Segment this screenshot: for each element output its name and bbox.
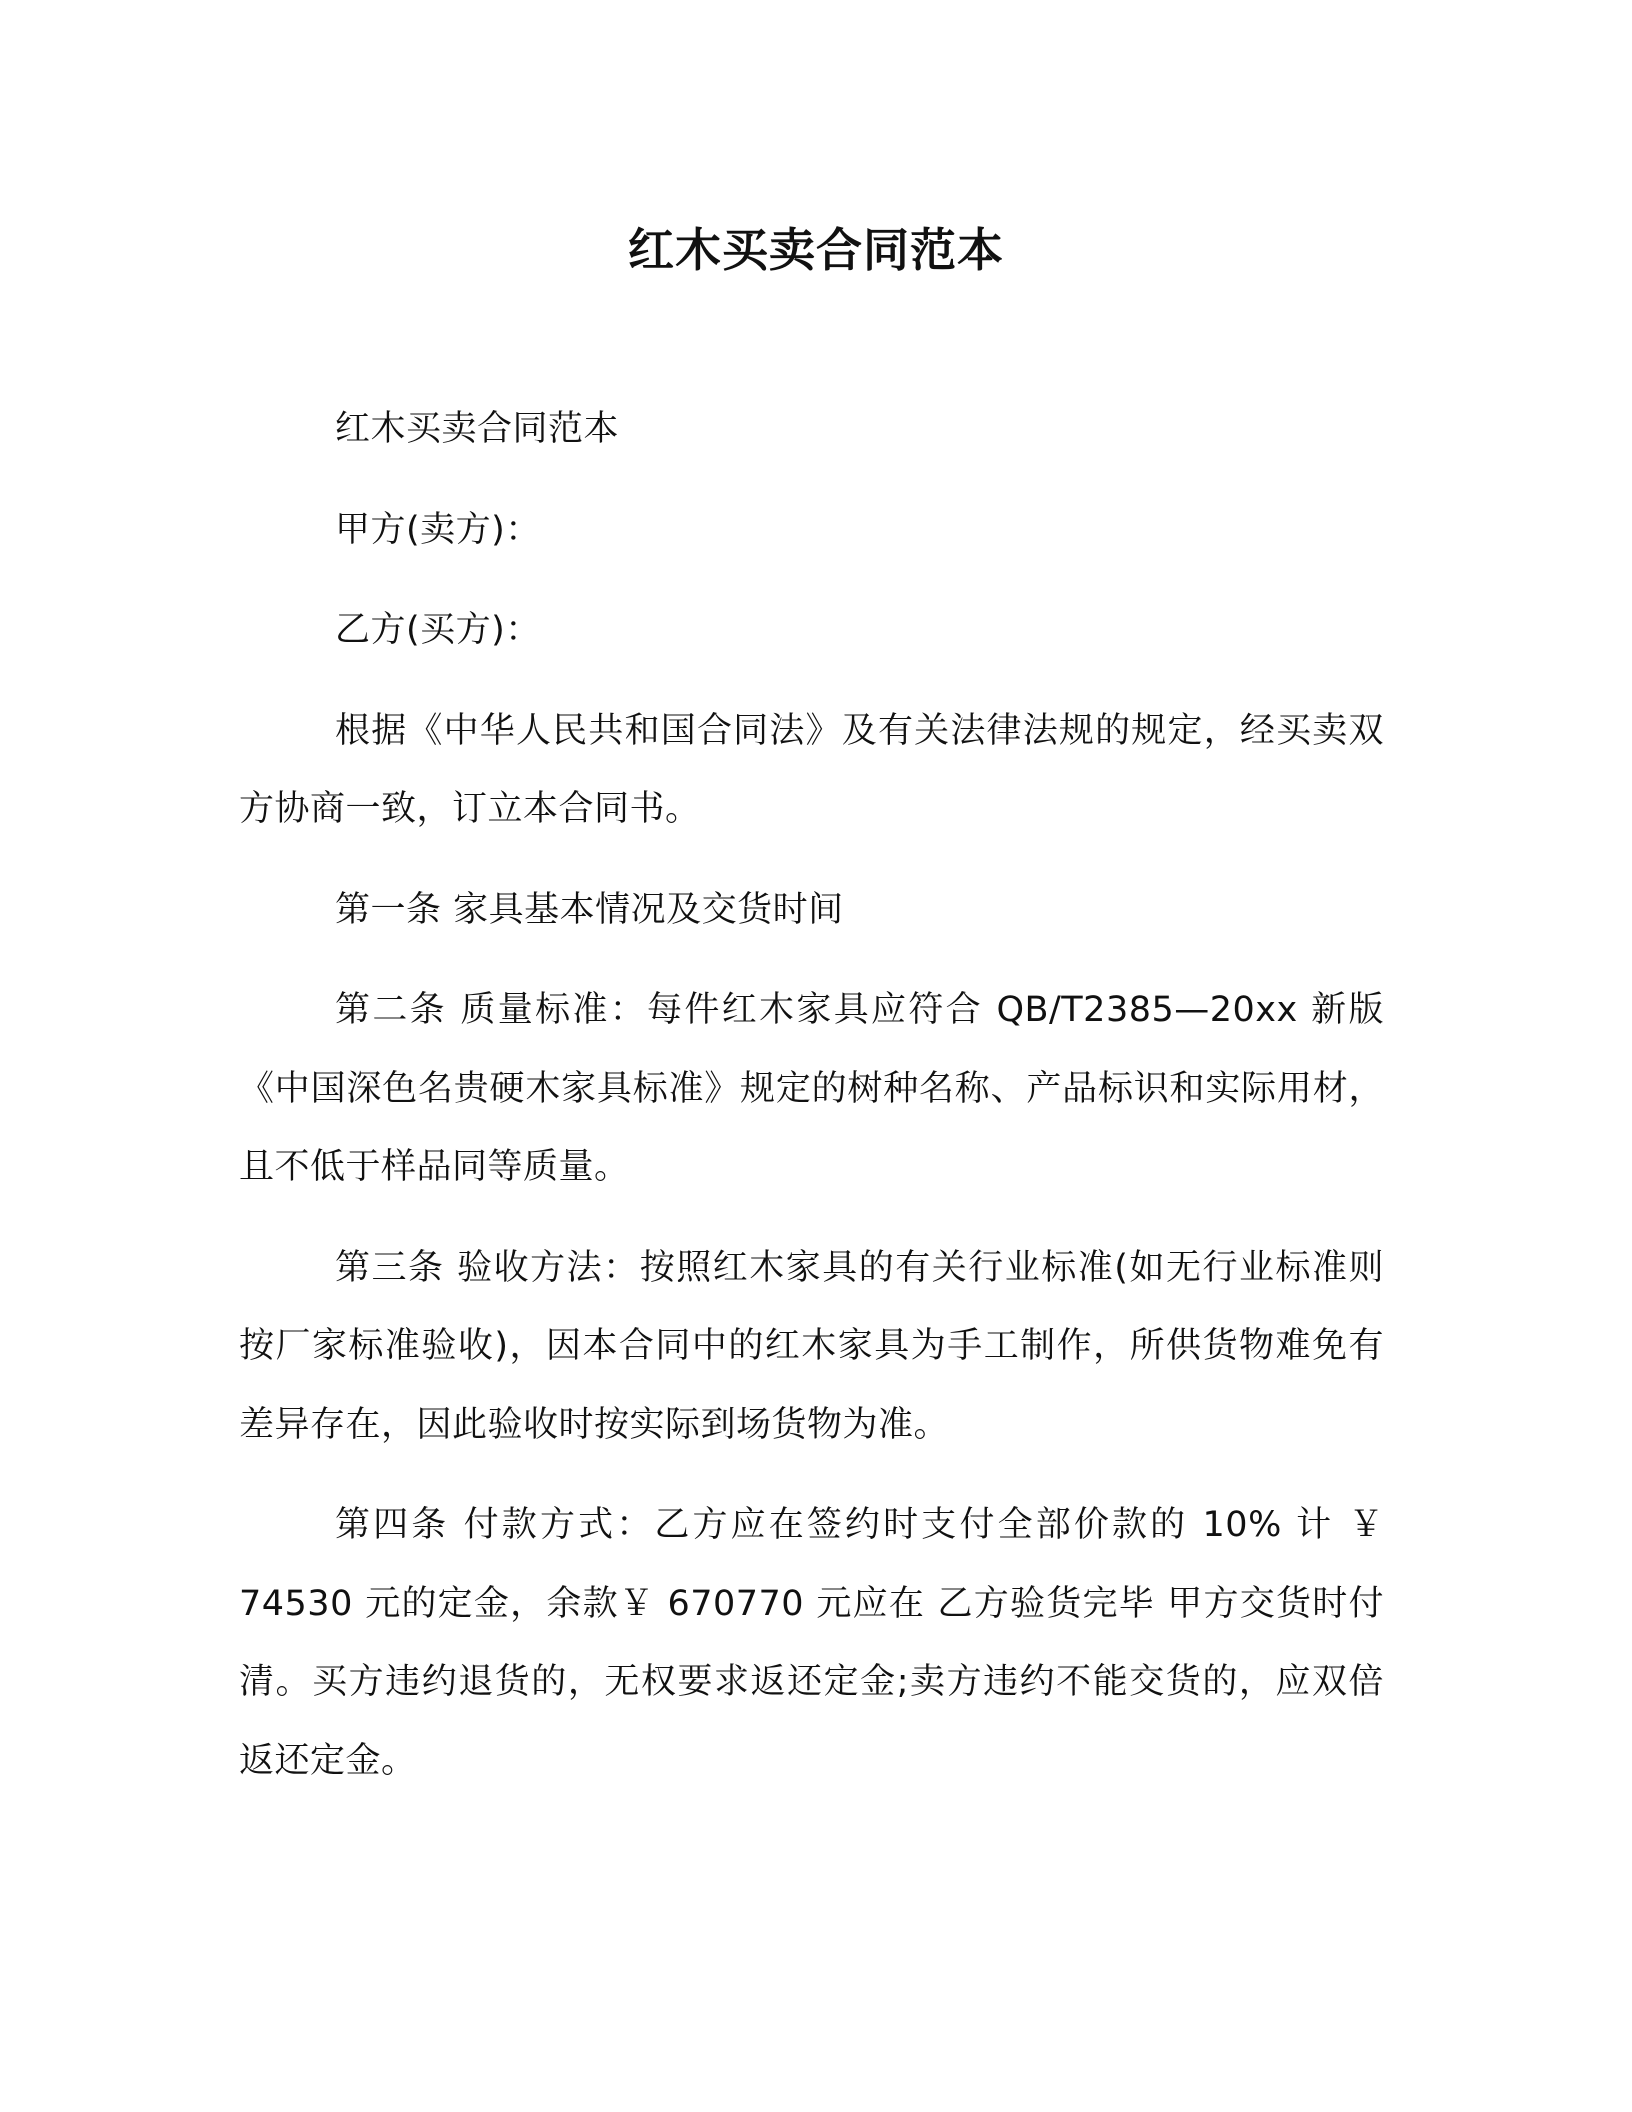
document-title: 红木买卖合同范本: [628, 223, 1004, 277]
contract-preamble: 根据《中华人民共和国合同法》及有关法律法规的规定，经买卖双方协商一致，订立本合同书。: [239, 710, 1384, 829]
body-heading: 红木买卖合同范本: [335, 409, 620, 449]
article-3-acceptance-method: 第三条 验收方法：按照红木家具的有关行业标准(如无行业标准则按厂家标准验收)，因本合同中的红木家具为手工制作，所供货物难免有差异存在，因此验收时按实际到场货物为准。: [239, 1247, 1384, 1445]
document-body: [239, 390, 1384, 1822]
party-a-seller-line: 甲方(卖方)：: [335, 509, 541, 550]
article-1: 第一条 家具基本情况及交货时间: [335, 889, 844, 930]
article-2-quality-standard: 第二条 质量标准：每件红木家具应符合 QB/T2385—20xx 新版《中国深色名贵硬木家具标准》规定的树种名称、产品标识和实际用材，且不低于样品同等质量。: [239, 990, 1384, 1187]
article-4-payment-method: 第四条 付款方式：乙方应在签约时支付全部价款的 10% 计 ￥ 74530 元的定金，余款￥ 670770 元应在 乙方验货完毕 甲方交货时付清。买方违约退货的，无权要求返还定金;卖方违约不能交货的，应双倍返还定金。: [239, 1505, 1384, 1781]
party-b-buyer-line: 乙方(买方)：: [335, 610, 541, 650]
